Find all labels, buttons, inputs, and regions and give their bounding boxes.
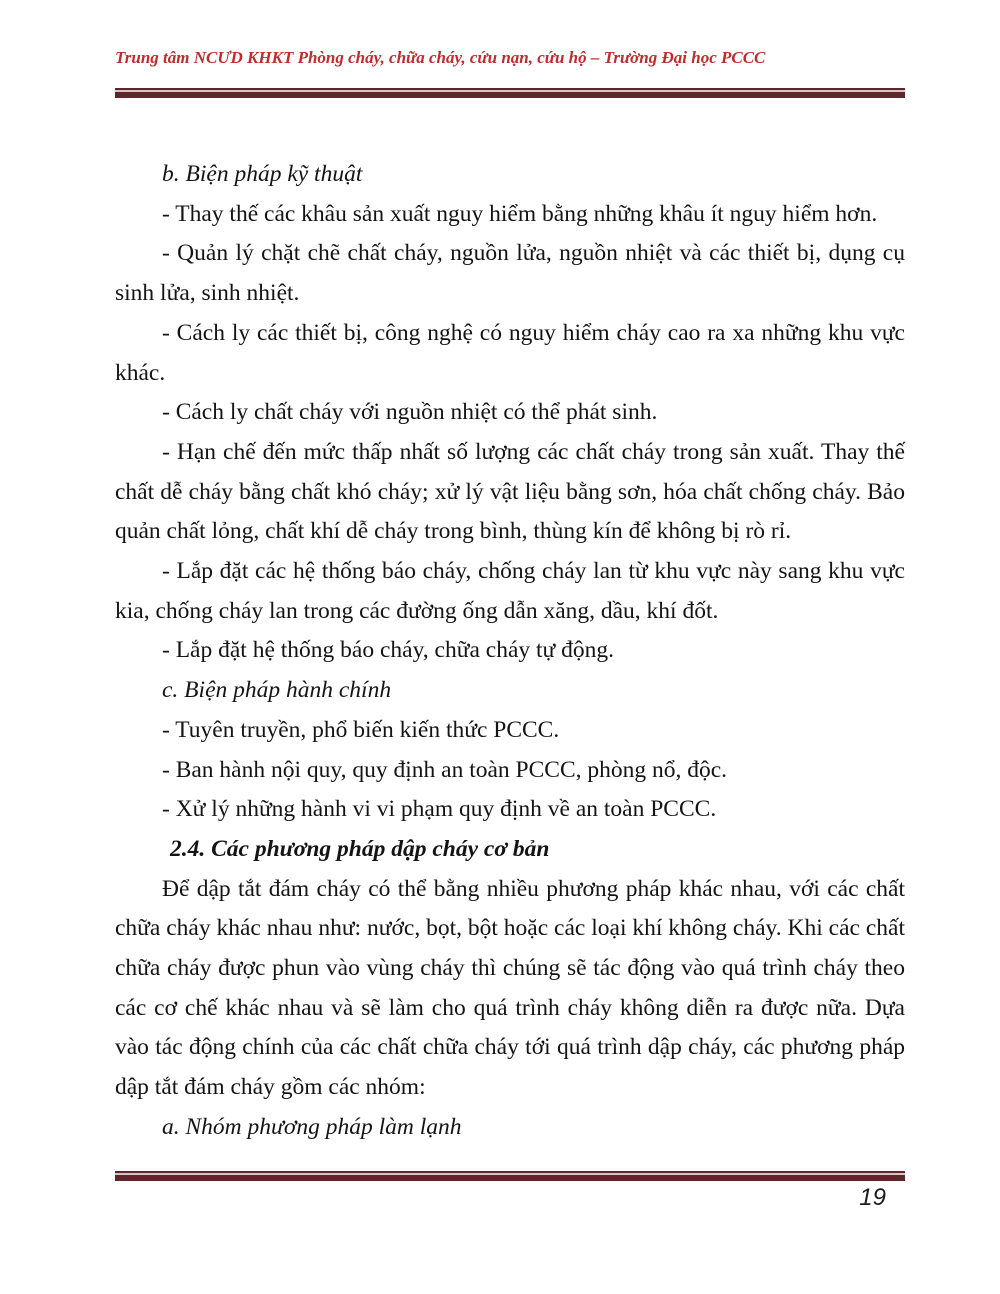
paragraph: - Thay thế các khâu sản xuất nguy hiểm bằng những khâu ít nguy hiểm hơn.: [162, 200, 878, 227]
header-rule-thick-line: [115, 92, 905, 98]
sub-heading-a: a. Nhóm phương pháp làm lạnh: [162, 1113, 462, 1140]
paragraph: - Cách ly chất cháy với nguồn nhiệt có thể phát sinh.: [162, 399, 658, 426]
page-number: 19: [859, 1184, 886, 1211]
paragraph: - Lắp đặt các hệ thống báo cháy, chống cháy lan từ khu vực này sang khu vực kia, chống cháy lan trong các đường ống dẫn xăng, dầu, khí đốt.: [115, 558, 905, 624]
paragraph: - Hạn chế đến mức thấp nhất số lượng các chất cháy trong sản xuất. Thay thế chất dễ cháy bằng chất khó cháy; xử lý vật liệu bằng sơn, hóa chất chống cháy. Bảo quản chất lỏng, chất khí dễ cháy trong bình, thùng kín để không bị rò rỉ.: [115, 438, 905, 545]
paragraph: - Quản lý chặt chẽ chất cháy, nguồn lửa, nguồn nhiệt và các thiết bị, dụng cụ sinh lửa, sinh nhiệt.: [115, 240, 905, 307]
footer-rule: [115, 1171, 905, 1181]
paragraph: - Lắp đặt hệ thống báo cháy, chữa cháy tự động.: [162, 637, 615, 664]
paragraph: - Xử lý những hành vi vi phạm quy định về an toàn PCCC.: [162, 796, 717, 823]
paragraph: Để dập tắt đám cháy có thể bằng nhiều phương pháp khác nhau, với các chất chữa cháy khác nhau như: nước, bọt, bột hoặc các loại khí không cháy. Khi các chất chữa cháy được phun vào vùng cháy thì chúng sẽ tác động vào quá trình cháy theo các cơ chế khác nhau và sẽ làm cho quá trình cháy không diễn ra được nữa. Dựa vào tác động chính của các chất chữa cháy tới quá trình dập cháy, các phương pháp dập tắt đám cháy gồm các nhóm:: [115, 875, 905, 1101]
header-rule: [115, 88, 905, 98]
paragraph: - Cách ly các thiết bị, công nghệ có nguy hiểm cháy cao ra xa những khu vực khác.: [115, 319, 905, 386]
paragraph: - Tuyên truyền, phổ biến kiến thức PCCC.: [162, 716, 560, 743]
sub-heading-c: c. Biện pháp hành chính: [162, 677, 392, 704]
sub-heading-b: b. Biện pháp kỹ thuật: [162, 161, 363, 187]
footer-rule-thick-line: [115, 1175, 905, 1181]
header-running-title: Trung tâm NCƯD KHKT Phòng cháy, chữa cháy, cứu nạn, cứu hộ – Trường Đại học PCCC: [115, 48, 766, 67]
paragraph: - Ban hành nội quy, quy định an toàn PCCC, phòng nổ, độc.: [162, 756, 728, 783]
section-heading-24: 2.4. Các phương pháp dập cháy cơ bản: [170, 835, 550, 862]
document-body: [115, 155, 905, 1148]
